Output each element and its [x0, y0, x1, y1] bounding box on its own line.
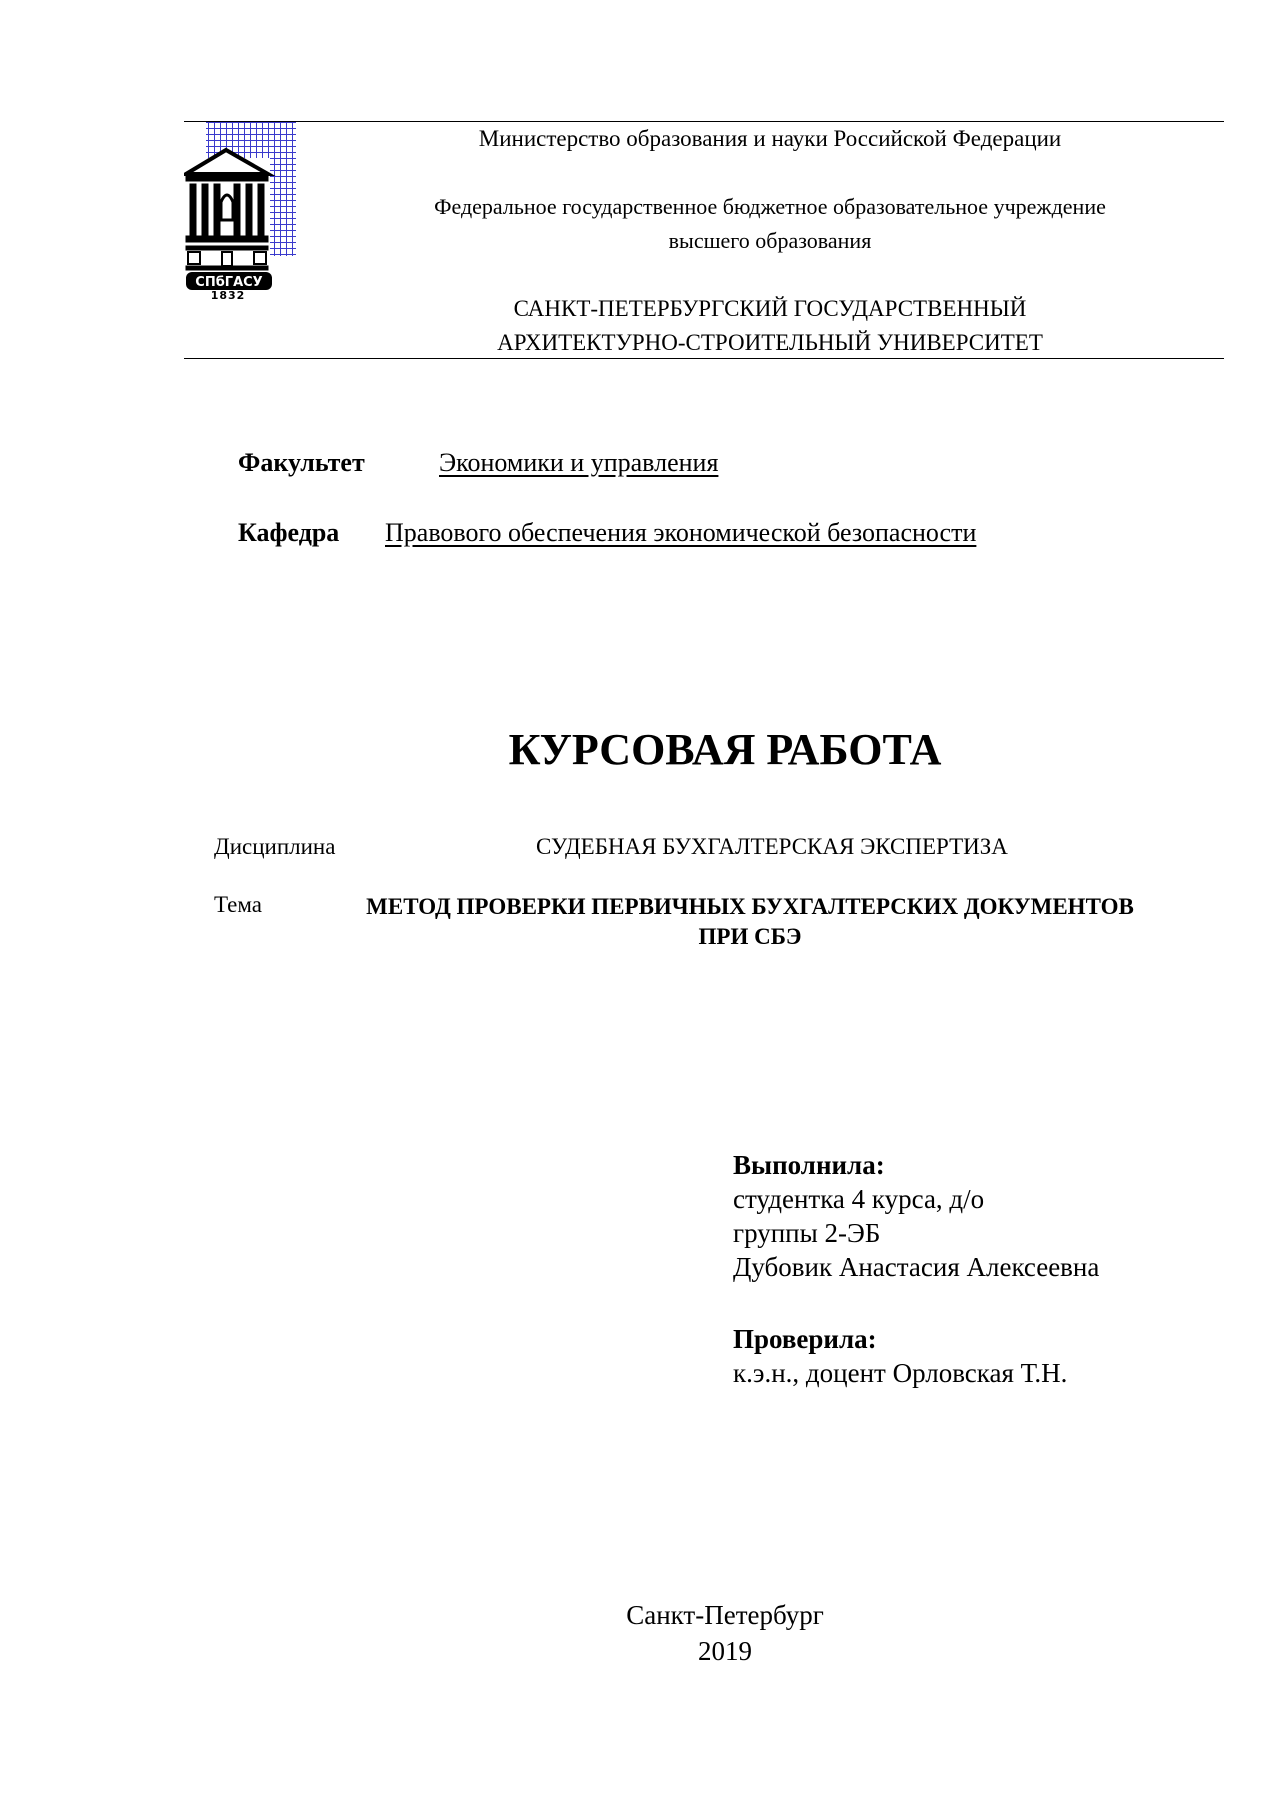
header-top-rule: [184, 121, 1224, 122]
topic-line2: ПРИ СБЭ: [698, 924, 802, 949]
institution-type-line1: Федеральное государственное бюджетное образовательное учреждение: [434, 194, 1106, 219]
performed-by-heading: Выполнила:: [733, 1150, 885, 1180]
footer-year: 2019: [698, 1636, 752, 1666]
performed-by-line3: Дубовик Анастасия Алексеевна: [733, 1252, 1100, 1282]
department-value: Правового обеспечения экономической безопасности: [385, 518, 977, 547]
faculty-label: Факультет: [238, 448, 365, 477]
university-name-line2: АРХИТЕКТУРНО-СТРОИТЕЛЬНЫЙ УНИВЕРСИТЕТ: [497, 330, 1043, 355]
logo-text: СПбГАСУ: [195, 275, 263, 290]
discipline-label: Дисциплина: [214, 834, 336, 859]
institution-type-line2: высшего образования: [668, 228, 872, 253]
document-title: КУРСОВАЯ РАБОТА: [508, 725, 942, 774]
ministry-name: Министерство образования и науки Российской Федерации: [478, 126, 1062, 151]
topic-value: [310, 892, 1190, 952]
university-name-line1: САНКТ-ПЕТЕРБУРГСКИЙ ГОСУДАРСТВЕННЫЙ: [513, 296, 1027, 321]
checked-by-heading: Проверила:: [733, 1324, 877, 1354]
performed-by-line2: группы 2-ЭБ: [733, 1218, 881, 1248]
logo-grid-right: [270, 152, 296, 256]
university-logo: [184, 122, 298, 308]
logo-year: 1832: [210, 289, 246, 302]
header-bottom-rule: [184, 358, 1224, 359]
department-label: Кафедра: [238, 518, 340, 547]
performed-by-block: [733, 1148, 1099, 1284]
performed-by-line1: студентка 4 курса, д/о: [733, 1184, 985, 1214]
topic-label: Тема: [214, 892, 262, 917]
faculty-value: Экономики и управления: [439, 448, 719, 477]
footer-city: Санкт-Петербург: [626, 1600, 824, 1630]
logo-building: [186, 150, 268, 270]
topic-line1: МЕТОД ПРОВЕРКИ ПЕРВИЧНЫХ БУХГАЛТЕРСКИХ ДОКУМЕНТОВ: [366, 894, 1134, 919]
discipline-value: СУДЕБНАЯ БУХГАЛТЕРСКАЯ ЭКСПЕРТИЗА: [536, 834, 1008, 859]
checked-by-line1: к.э.н., доцент Орловская Т.Н.: [733, 1358, 1068, 1388]
checked-by-block: [733, 1322, 1067, 1390]
